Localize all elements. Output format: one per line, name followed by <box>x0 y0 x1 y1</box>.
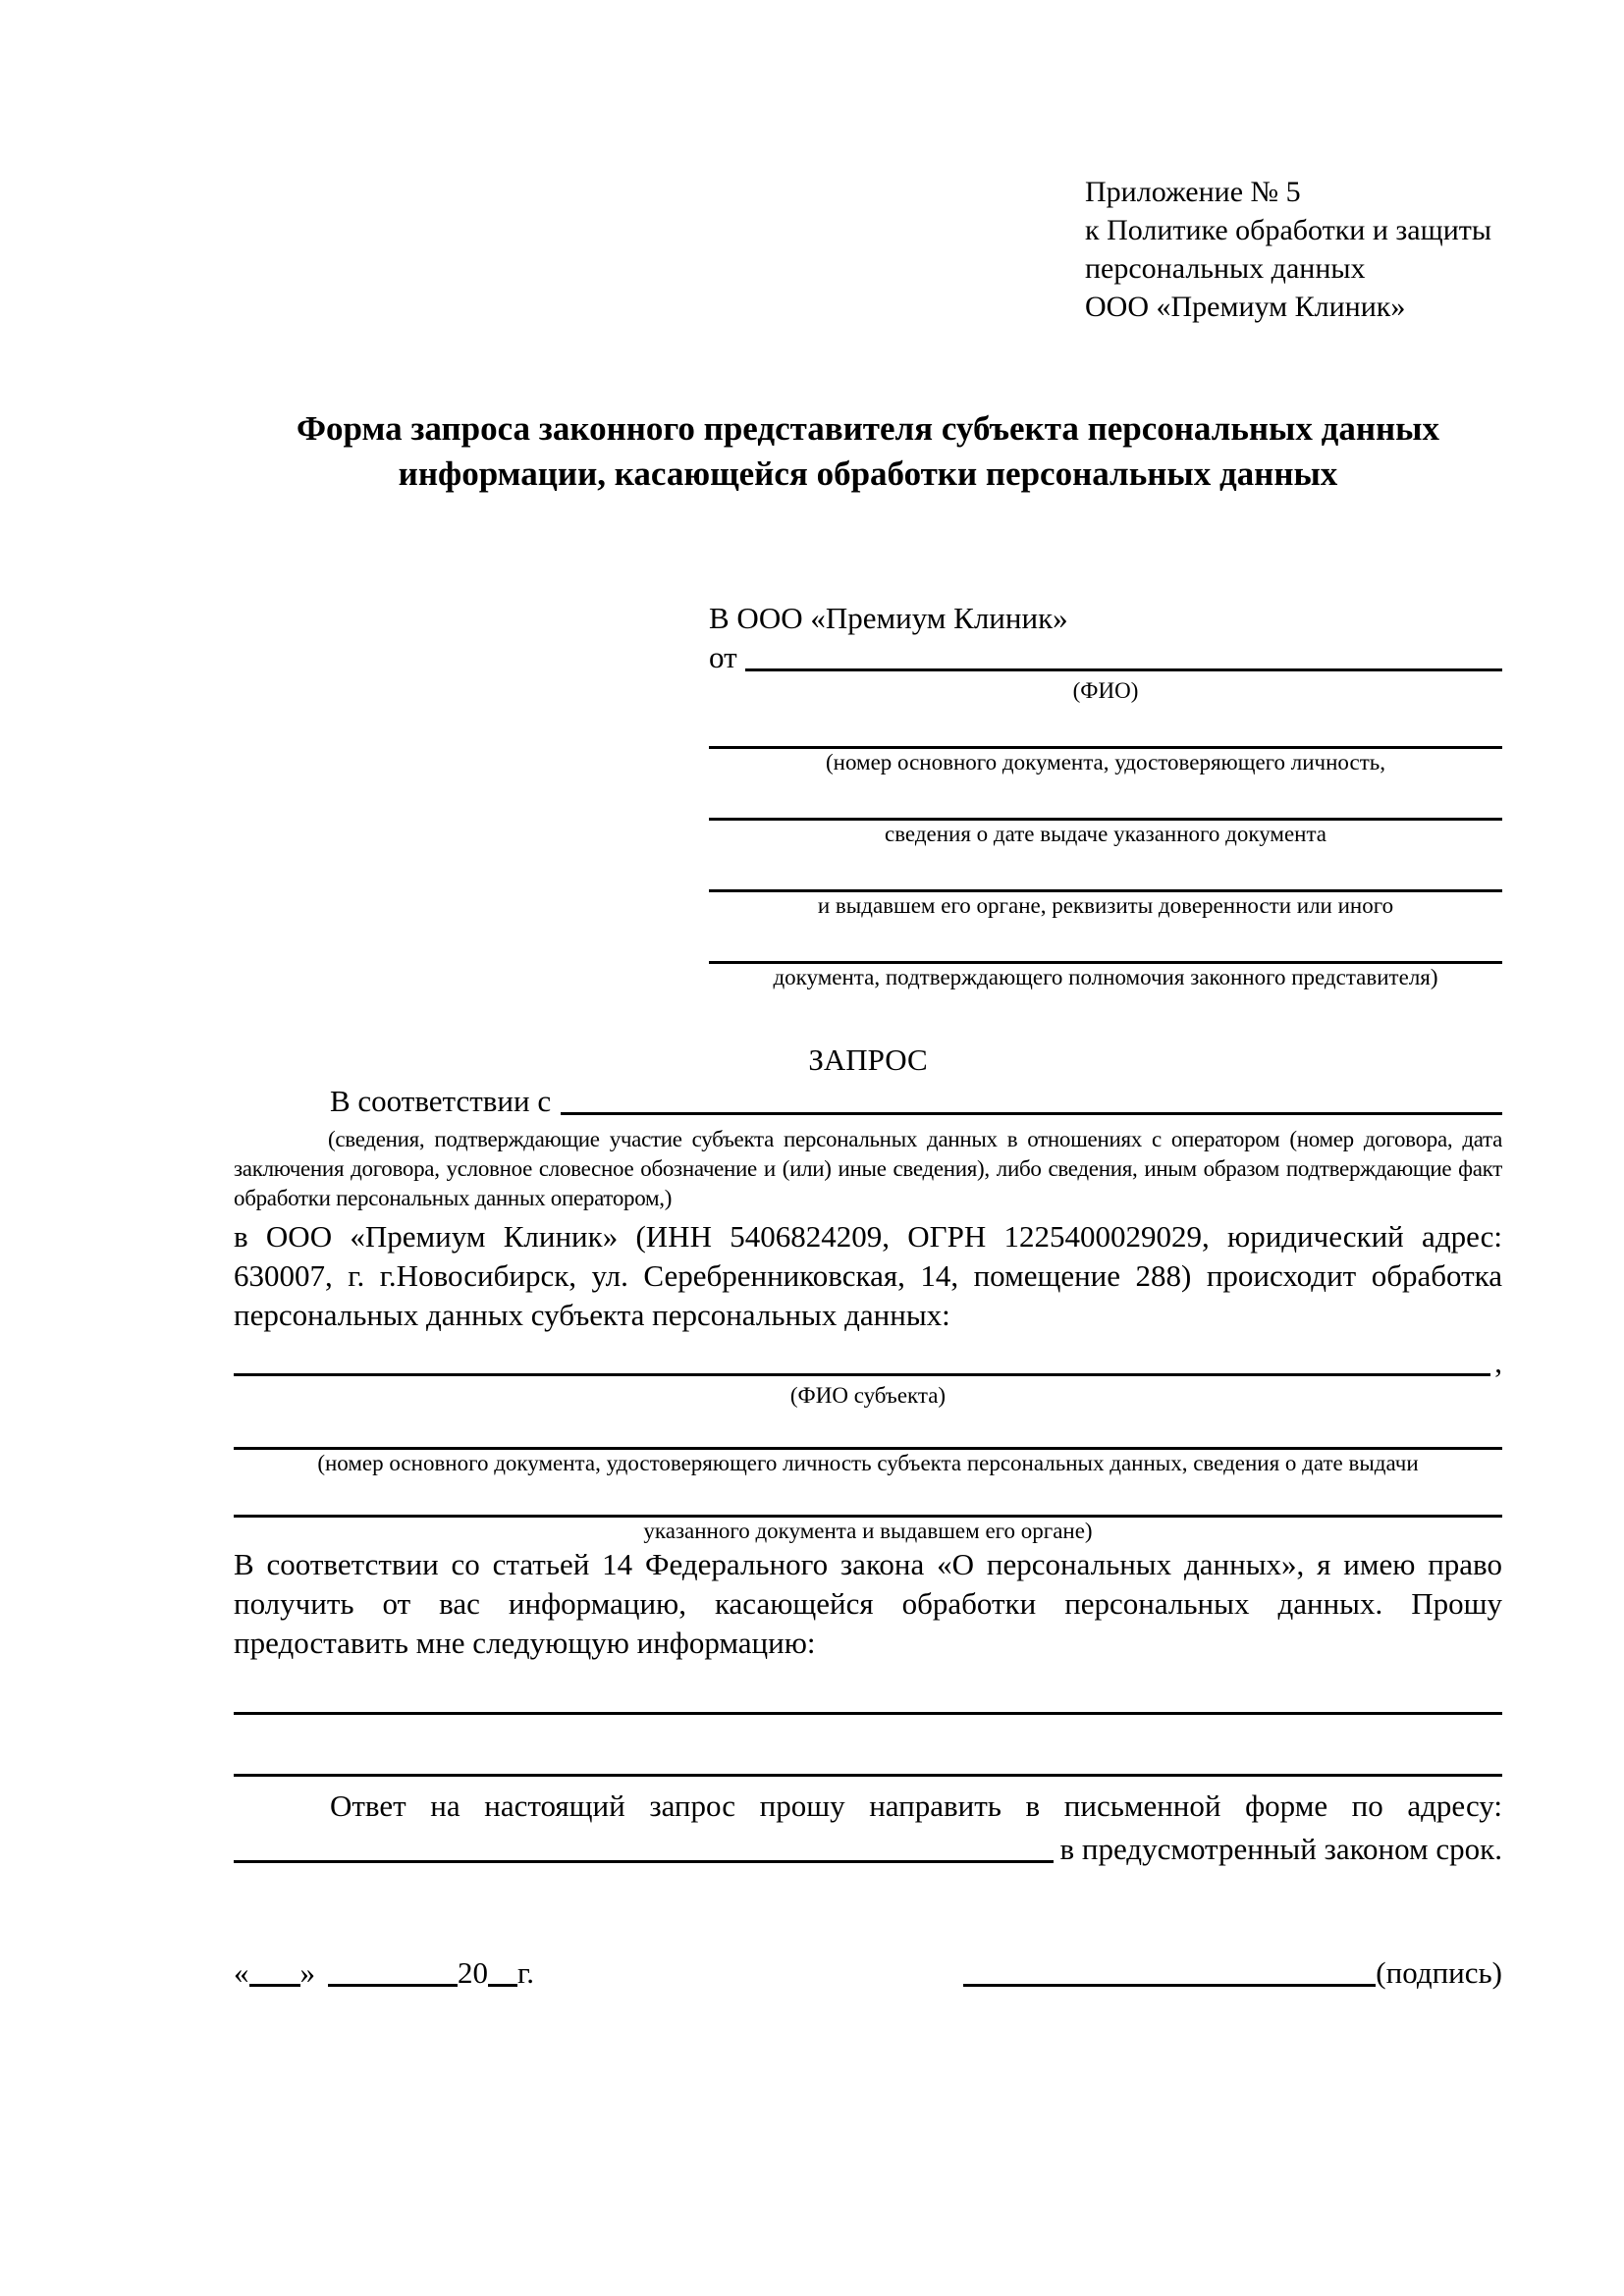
form-title <box>234 406 1502 497</box>
doc-caption-4: документа, подтверждающего полномочия законного представителя) <box>773 965 1438 989</box>
comma-char: , <box>1494 1345 1502 1379</box>
appendix-block <box>1085 173 1502 326</box>
subject-doc-caption-2: указанного документа и выдавшем его органе) <box>643 1519 1093 1543</box>
appendix-line-2: к Политике обработки и защиты <box>1085 214 1492 246</box>
intro-row <box>234 1082 1502 1121</box>
appendix-line-4: ООО «Премиум Клиник» <box>1085 291 1406 323</box>
request-heading: ЗАПРОС <box>808 1042 928 1077</box>
info-blank-line-1 <box>234 1679 1502 1715</box>
subject-doc-blank-line-1 <box>234 1414 1502 1450</box>
doc-field-3 <box>709 858 1502 920</box>
intro-label: В соответствии с <box>330 1084 552 1118</box>
doc-blank-line-4 <box>709 930 1502 964</box>
doc-caption-2: сведения о дате выдаче указанного документа <box>884 822 1327 846</box>
signature-field <box>963 1953 1502 1993</box>
subject-doc-blank-line-2 <box>234 1481 1502 1518</box>
doc-field-4 <box>709 930 1502 991</box>
from-blank-line <box>745 668 1502 671</box>
subject-fio-blank-line <box>234 1373 1490 1376</box>
appendix-line-1: Приложение № 5 <box>1085 176 1301 208</box>
doc-blank-line-1 <box>709 715 1502 749</box>
subject-fio-row <box>234 1343 1502 1382</box>
answer-tail-row <box>234 1830 1502 1869</box>
address-blank-line <box>234 1860 1054 1863</box>
doc-caption-1: (номер основного документа, удостоверяющего личность, <box>825 750 1385 774</box>
year-prefix: 20 <box>458 1955 488 1990</box>
fio-caption: (ФИО) <box>1072 678 1139 703</box>
doc-blank-line-3 <box>709 858 1502 892</box>
appendix-line-3: персональных данных <box>1085 252 1366 285</box>
date-close-quote: » <box>299 1955 315 1990</box>
day-blank-line <box>249 1984 300 1987</box>
answer-tail-text: в предусмотренный законом срок. <box>1059 1832 1502 1866</box>
info-blank-line-2 <box>234 1740 1502 1777</box>
answer-paragraph: Ответ на настоящий запрос прошу направить в письменной форме по адресу: <box>330 1789 1502 1823</box>
addressee-to: В ООО «Премиум Клиник» <box>709 601 1068 635</box>
footer-row <box>234 1953 1502 1993</box>
doc-field-1 <box>709 715 1502 776</box>
from-label: от <box>709 640 737 674</box>
signature-caption: (подпись) <box>1376 1955 1502 1990</box>
subject-doc-caption-1: (номер основного документа, удостоверяющего личность субъекта персональных данных, сведения о дате выдачи <box>317 1451 1419 1475</box>
form-title-line-2: информации, касающейся обработки персональных данных <box>398 454 1338 493</box>
law-paragraph: В соответствии со статьей 14 Федерального закона «О персональных данных», я имею право получить от вас информацию, касающейся обработки персональных данных. Прошу предоставить мне следующую информацию: <box>234 1547 1502 1660</box>
month-blank-line <box>328 1984 458 1987</box>
operator-paragraph: в ООО «Премиум Клиник» (ИНН 5406824209, ОГРН 1225400029029, юридический адрес: 630007, г. г.Новосибирск, ул. Серебренниковская, 14, помещение 288) происходит обработка персональных данных субъекта персональных данных: <box>234 1219 1502 1332</box>
year-suffix: г. <box>517 1955 534 1990</box>
intro-blank-line <box>561 1112 1502 1115</box>
doc-caption-3: и выдавшем его органе, реквизиты доверенности или иного <box>817 893 1394 918</box>
signature-blank-line <box>963 1984 1376 1987</box>
date-open-quote: « <box>234 1955 249 1990</box>
intro-caption: (сведения, подтверждающие участие субъекта персональных данных в отношениях с оператором (номер договора, дата заключения договора, условное словесное обозначение и (или) иные сведения), либо сведения, иным образом подтверждающие факт обработки персональных данных оператором,) <box>234 1127 1502 1210</box>
form-title-line-1: Форма запроса законного представителя субъекта персональных данных <box>297 409 1439 448</box>
year-blank-line <box>488 1984 517 1987</box>
subject-fio-caption: (ФИО субъекта) <box>789 1383 947 1408</box>
addressee-block <box>709 599 1502 991</box>
from-row <box>709 638 1502 677</box>
doc-blank-line-2 <box>709 786 1502 821</box>
doc-field-2 <box>709 786 1502 848</box>
date-field <box>234 1953 534 1993</box>
